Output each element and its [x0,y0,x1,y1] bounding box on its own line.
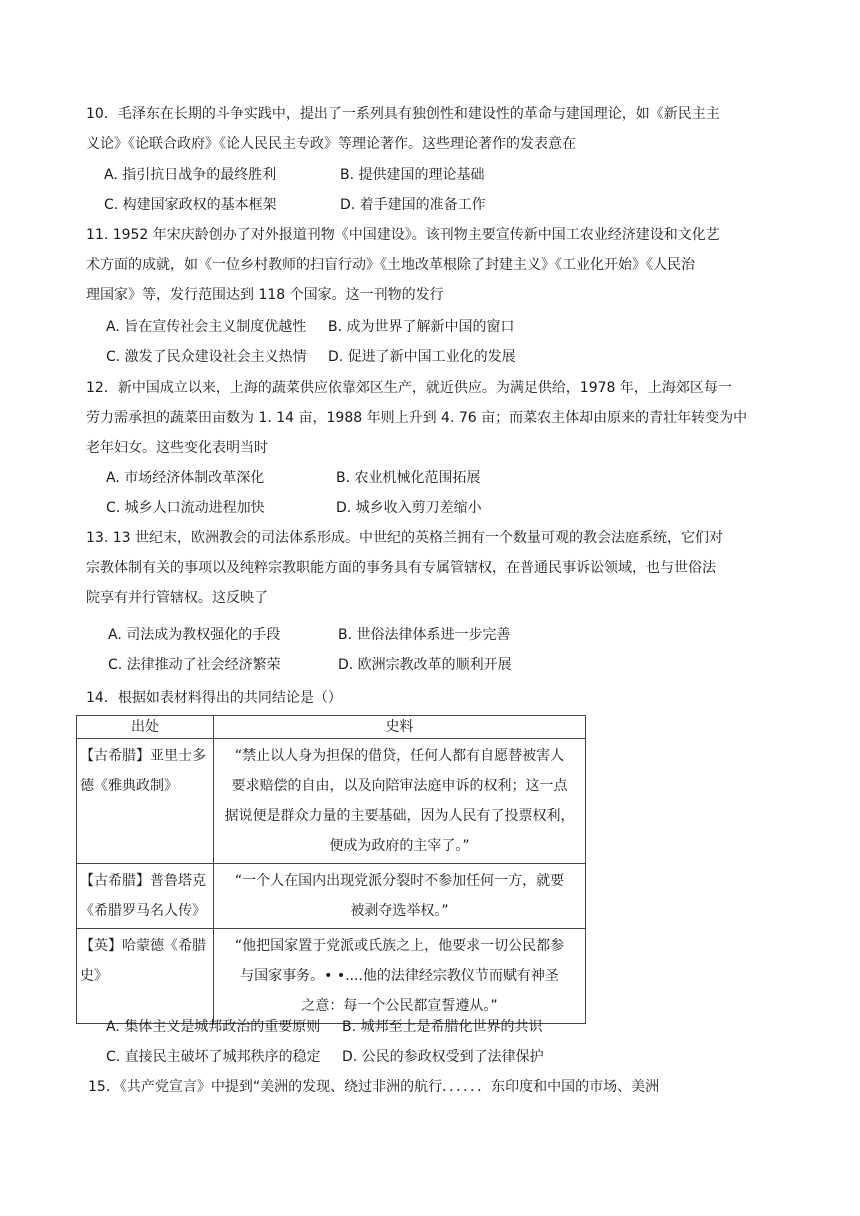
question-13-line-2: 宗教体制有关的事项以及纯粹宗教职能方面的事务具有专属管辖权，在普通民事诉讼领域，也与世俗法 [86,560,716,576]
question-11-option-d: D. 促进了新中国工业化的发展 [328,349,516,365]
question-11-line-3: 理国家》等，发行范围达到 118 个国家。这一刊物的发行 [86,287,444,303]
material-cell: “他把国家置于党派或氏族之上，他要求一切公民都参 与国家事务。• •....他的法律经宗教仪节而赋有神圣 之意：每一个公民都宣誓遵从。” [214,929,586,1024]
source-cell: 【古希腊】亚里士多 德《雅典政制》 [77,739,214,864]
question-13-option-a: A. 司法成为教权强化的手段 [108,627,281,643]
source-cell: 【古希腊】普鲁塔克 《希腊罗马名人传》 [77,864,214,929]
question-11-option-c: C. 激发了民众建设社会主义热情 [106,349,307,365]
table-row [77,929,586,1024]
question-12-line-3: 老年妇女。这些变化表明当时 [86,440,268,456]
material-cell: “一个人在国内出现党派分裂时不参加任何一方，就要 被剥夺选举权。” [214,864,586,929]
question-10-option-d: D. 着手建国的准备工作 [340,197,486,213]
question-14-line-1: 14．根据如表材料得出的共同结论是（） [86,690,342,706]
question-14-option-b: B. 城邦至上是希腊化世界的共识 [342,1019,543,1035]
question-12-option-a: A. 市场经济体制改革深化 [106,470,265,486]
question-12-line-2: 劳力需承担的蔬菜田亩数为 1. 14 亩，1988 年则上升到 4. 76 亩；而菜农主体却由原来的青壮年转变为中 [86,410,748,426]
question-14-option-d: D. 公民的参政权受到了法律保护 [342,1049,544,1065]
table-row [77,739,586,864]
question-10-option-b: B. 提供建国的理论基础 [340,167,485,183]
question-14-option-a: A. 集体主义是城邦政治的重要原则 [106,1019,321,1035]
question-10-line-1: 10．毛泽东在长期的斗争实践中，提出了一系列具有独创性和建设性的革命与建国理论，如《新民主主 [86,106,720,122]
question-13-option-d: D. 欧洲宗教改革的顺利开展 [338,657,512,673]
source-cell: 【英】哈蒙德《希腊 史》 [77,929,214,1024]
question-13-line-1: 13. 13 世纪末，欧洲教会的司法体系形成。中世纪的英格兰拥有一个数量可观的教会法庭系统，它们对 [86,530,723,546]
source-table [76,715,586,1024]
table-row [77,864,586,929]
question-12-option-b: B. 农业机械化范围拓展 [336,470,481,486]
question-13-option-b: B. 世俗法律体系进一步完善 [338,627,511,643]
question-12-option-c: C. 城乡人口流动进程加快 [106,500,265,516]
question-11-line-1: 11. 1952 年宋庆龄创办了对外报道刊物《中国建设》。该刊物主要宣传新中国工农业经济建设和文化艺 [86,227,720,243]
question-13-line-3: 院享有并行管辖权。这反映了 [86,590,268,606]
table-header-row [77,716,586,739]
question-12-option-d: D. 城乡收入剪刀差缩小 [336,500,482,516]
header-source: 出处 [77,716,214,739]
question-10-option-a: A. 指引抗日战争的最终胜利 [104,167,277,183]
question-12-line-1: 12．新中国成立以来，上海的蔬菜供应依靠郊区生产，就近供应。为满足供给，1978 年，上海郊区每一 [86,380,732,396]
question-13-option-c: C. 法律推动了社会经济繁荣 [108,657,281,673]
material-cell: “禁止以人身为担保的借贷，任何人都有自愿替被害人 要求赔偿的自由，以及向陪审法庭申诉的权利；这一点 据说便是群众力量的主要基础，因为人民有了投票权利， 便成为政府的主宰了。” [214,739,586,864]
question-10-option-c: C. 构建国家政权的基本框架 [104,197,277,213]
question-14-option-c: C. 直接民主破坏了城邦秩序的稳定 [106,1049,321,1065]
question-10-line-2: 义论》《论联合政府》《论人民民主专政》等理论著作。这些理论著作的发表意在 [86,136,576,152]
question-11-option-a: A. 旨在宣传社会主义制度优越性 [106,319,307,335]
header-material: 史料 [214,716,586,739]
question-15-line-1: 15．《共产党宣言》中提到“美洲的发现、绕过非洲的航行．．．．．．东印度和中国的市场、美洲 [88,1079,660,1095]
question-11-option-b: B. 成为世界了解新中国的窗口 [328,319,515,335]
question-11-line-2: 术方面的成就，如《一位乡村教师的扫盲行动》《土地改革根除了封建主义》《工业化开始》《人民治 [86,257,695,273]
